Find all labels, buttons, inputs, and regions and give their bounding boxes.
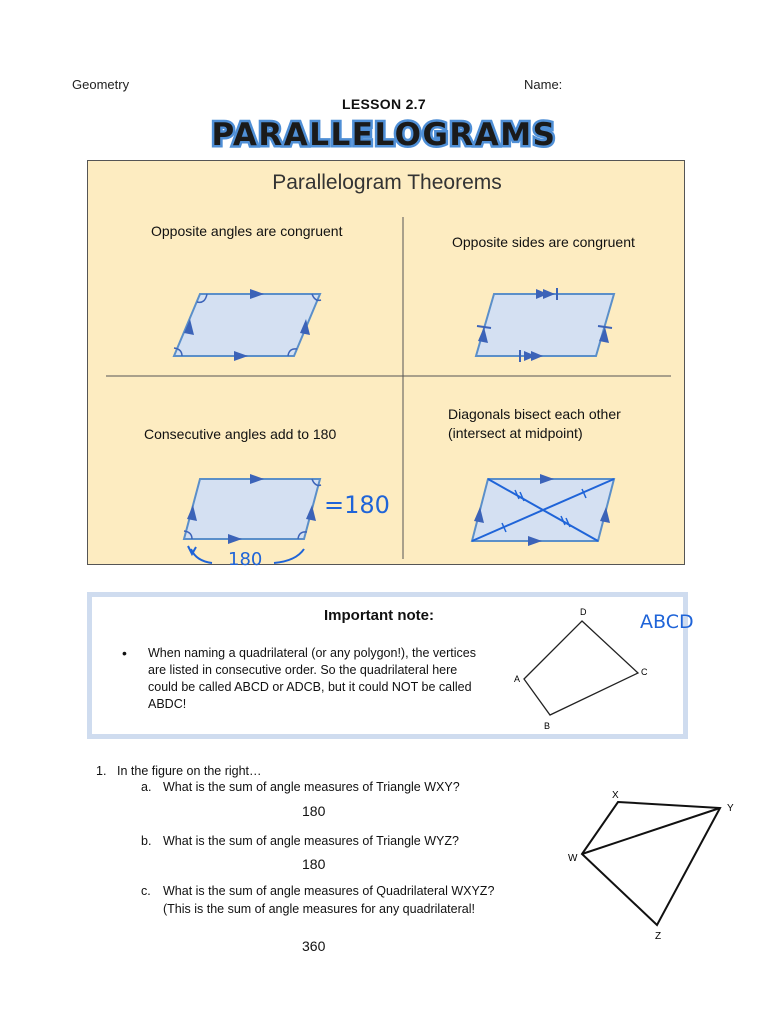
handwritten-abcd: ABCD (640, 611, 694, 633)
quadrilateral-wxyz (560, 785, 750, 945)
parallelogram-sides (476, 288, 614, 362)
note-title-colon: : (429, 607, 434, 624)
q1b-label: b. (141, 834, 152, 848)
note-text: When naming a quadrilateral (or any polygon!), the vertices are listed in consecutive order. So the quadrilateral here could be called ABCD or ADCB, but it could NOT be called ABDC! (148, 646, 476, 711)
vertex-b: B (544, 721, 551, 731)
handwritten-equals-180: =180 (324, 491, 390, 519)
parallelogram-angles (174, 289, 321, 361)
opposite-sides-label: Opposite sides are congruent (452, 234, 635, 250)
q1-number: 1. (96, 764, 107, 778)
opposite-angles-label: Opposite angles are congruent (151, 223, 343, 239)
q1-prompt: In the figure on the right… (117, 764, 262, 778)
name-label: Name: (524, 77, 563, 92)
q1b-text: What is the sum of angle measures of Triangle WYZ? (163, 834, 459, 848)
vertex-c: C (641, 667, 648, 677)
course-label: Geometry (72, 77, 130, 92)
lesson-title (184, 112, 584, 156)
parallelogram-diagonals (472, 474, 614, 546)
vertex-y: Y (727, 803, 734, 814)
lesson-number: LESSON 2.7 (342, 96, 426, 112)
vertex-w: W (568, 853, 578, 864)
vertex-z: Z (655, 931, 662, 942)
lesson-title-text: PARALLELOGRAMS (211, 117, 557, 153)
note-title (324, 607, 434, 624)
q1c-answer: 360 (302, 938, 326, 954)
q1c-label: c. (141, 884, 151, 898)
q1a-label: a. (141, 780, 152, 794)
vertex-x: X (612, 790, 619, 801)
diagonals-label-2: (intersect at midpoint) (448, 425, 583, 441)
vertex-a: A (514, 674, 521, 684)
bullet-icon: • (122, 645, 127, 661)
q1b-answer: 180 (302, 856, 326, 872)
note-title-text: Important note (324, 607, 429, 624)
quadrilateral-abcd (510, 603, 650, 731)
theorem-box (87, 160, 685, 570)
important-note-box (87, 592, 694, 739)
theorem-heading: Parallelogram Theorems (272, 171, 502, 194)
handwritten-180: 180 (228, 549, 263, 570)
q1c-text: What is the sum of angle measures of Quadrilateral WXYZ? (163, 884, 495, 898)
diagonals-label-1: Diagonals bisect each other (448, 406, 621, 422)
vertex-d: D (580, 607, 587, 617)
q1c-text2: (This is the sum of angle measures for any quadrilateral! (163, 902, 475, 916)
q1a-answer: 180 (302, 803, 326, 819)
consecutive-angles-label: Consecutive angles add to 180 (144, 426, 337, 442)
q1a-text: What is the sum of angle measures of Triangle WXY? (163, 780, 460, 794)
